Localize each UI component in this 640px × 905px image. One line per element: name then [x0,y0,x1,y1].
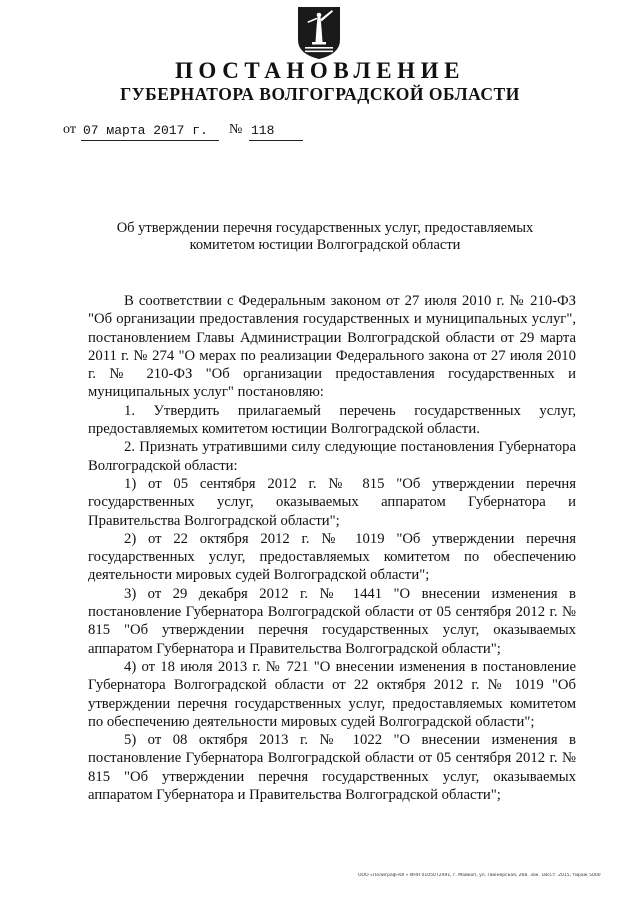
list-item: 2) от 22 октября 2012 г. № 1019 "Об утверждении перечня государственных услуг, предоставляемых комитетом по обеспечению деятельности мировых судей Волгоградской области"; [88,530,576,584]
list-item: 3) от 29 декабря 2012 г. № 1441 "О внесении изменения в постановление Губернатора Волгоградской области от 05 сентября 2012 г. № 815 "Об утверждении перечня государственных услуг, оказываемых аппаратом Губернатора и Правительства Волгоградской области"; [88,585,576,657]
clause-paragraph: 1. Утвердить прилагаемый перечень государственных услуг, предоставляемых комитетом юстиции Волгоградской области. [88,402,576,438]
document-subject [100,220,550,254]
subject-line: комитетом юстиции Волгоградской области [189,237,461,253]
document-type-title: ПОСТАНОВЛЕНИЕ [174,58,466,83]
preamble-paragraph: В соответствии с Федеральным законом от 27 июля 2010 г. № 210-ФЗ "Об организации предоставления государственных и муниципальных услуг", постановлением Главы Администрации Волгоградской области от 29 марта 2011 г. № 274 "О мерах по реализации Федерального закона от 27 июля 2010 г. № 210-ФЗ "Об организации предоставления государственных и муниципальных услуг" постановляю: [88,293,576,401]
list-item: 5) от 08 октября 2013 г. № 1022 "О внесении изменения в постановление Губернатора Волгоградской области от 05 сентября 2012 г. № 815 "Об утверждении перечня государственных услуг, оказываемых аппаратом Губернатора и Правительства Волгоградской области"; [88,732,576,804]
subject-line: Об утверждении перечня государственных услуг, предоставляемых [116,220,534,236]
document-body [88,292,576,804]
list-item: 1) от 05 сентября 2012 г. № 815 "Об утверждении перечня государственных услуг, оказываемых аппаратом Губернатора и Правительства Волгоградской области"; [88,475,576,529]
list-item: 4) от 18 июля 2013 г. № 721 "О внесении изменения в постановление Губернатора Волгоградской области от 22 октября 2012 г. № 1019 "Об утверждении перечня государственных услуг, предоставляемых комитетом по обеспечению деятельности мировых судей Волгоградской области"; [88,658,576,730]
printer-imprint: ООО «Полиграф-ЮГ» ИНН 0105072491, г. Майкоп, ул. Пионерская, 268. Зак. 18сСт. 2015, тираж 5000 [358,873,601,878]
date-value: 07 марта 2017 г. [81,122,219,141]
issuer-title: ГУБЕРНАТОРА ВОЛГОГРАДСКОЙ ОБЛАСТИ [120,84,520,104]
clause-paragraph: 2. Признать утратившими силу следующие постановления Губернатора Волгоградской области: [88,439,576,474]
date-label: от [63,122,76,137]
coat-of-arms-icon [297,6,341,60]
number-value: 118 [249,122,303,141]
number-label: № [229,122,243,137]
